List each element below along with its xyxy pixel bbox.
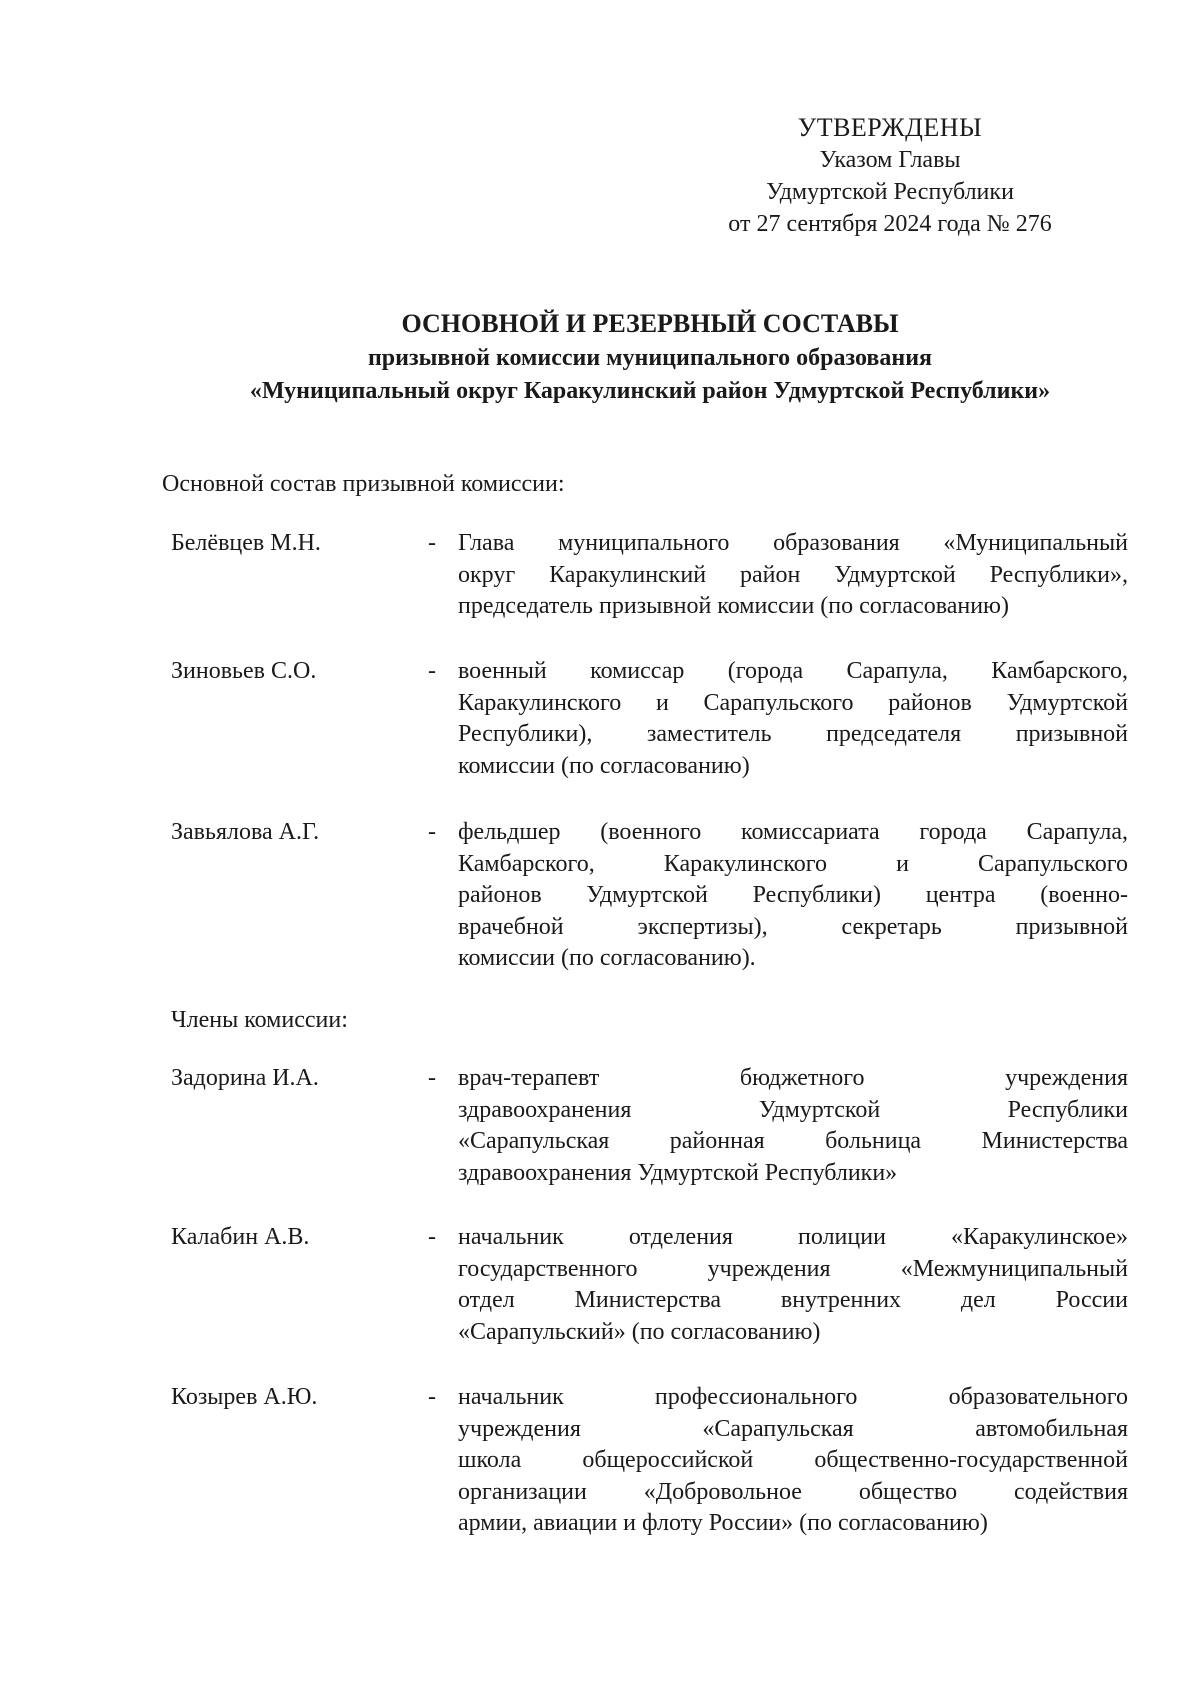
role-line: комиссии (по согласованию).	[458, 945, 756, 971]
member-dash: -	[428, 1224, 436, 1250]
approval-line-1: Указом Главы	[819, 147, 961, 173]
role-line: врачебной экспертизы), секретарь призывной	[458, 913, 1128, 940]
member-name: Белёвцев М.Н.	[171, 530, 321, 556]
role-line: здравоохранения Удмуртской Республики»	[458, 1159, 898, 1186]
approval-block	[680, 112, 1100, 240]
document-title	[100, 306, 1200, 408]
role-line: начальник профессионального образовательного	[458, 1384, 1128, 1410]
member-dash: -	[428, 1384, 436, 1410]
member-role	[458, 1222, 1128, 1348]
member-dash: -	[428, 658, 436, 684]
member-dash: -	[428, 530, 436, 556]
member-role	[458, 1063, 1128, 1189]
role-line: Республики), заместитель председателя призывной	[458, 721, 1128, 747]
title-line-1: ОСНОВНОЙ И РЕЗЕРВНЫЙ СОСТАВЫ	[401, 309, 899, 338]
title-line-3: «Муниципальный округ Каракулинский район Удмуртской Республики»	[249, 378, 1051, 404]
role-line: председатель призывной комиссии (по согласованию)	[458, 593, 1009, 619]
role-line: Глава муниципального образования «Муниципальный	[458, 530, 1128, 556]
member-role	[458, 817, 1128, 975]
approval-line-3: от 27 сентября 2024 года № 276	[728, 211, 1052, 237]
approval-line-2: Удмуртской Республики	[766, 179, 1014, 205]
role-line: начальник отделения полиции «Каракулинское»	[458, 1224, 1128, 1250]
member-name: Завьялова А.Г.	[171, 819, 320, 845]
role-line: отдел Министерства внутренних дел России	[458, 1287, 1128, 1313]
approval-heading: УТВЕРЖДЕНЫ	[797, 113, 983, 142]
members-section-label: Члены комиссии:	[171, 1007, 348, 1033]
role-line: учреждения «Сарапульская автомобильная	[458, 1415, 1128, 1442]
member-name: Козырев А.Ю.	[171, 1384, 318, 1410]
role-line: организации «Добровольное общество содействия	[458, 1478, 1128, 1505]
role-line: «Сарапульская районная больница Министерства	[458, 1128, 1128, 1154]
role-line: «Сарапульский» (по согласованию)	[458, 1318, 821, 1345]
role-line: государственного учреждения «Межмуниципальный	[458, 1255, 1128, 1282]
member-role	[458, 1382, 1128, 1540]
title-line-2: призывной комиссии муниципального образования	[367, 345, 933, 371]
member-dash: -	[428, 1065, 436, 1091]
role-line: врач-терапевт бюджетного учреждения	[458, 1065, 1128, 1091]
role-line: округ Каракулинский район Удмуртской Республики»,	[458, 561, 1128, 588]
role-line: районов Удмуртской Республики) центра (военно-	[458, 882, 1128, 908]
role-line: Камбарского, Каракулинского и Сарапульского	[458, 850, 1128, 877]
role-line: комиссии (по согласованию)	[458, 752, 750, 779]
role-line: здравоохранения Удмуртской Республики	[458, 1096, 1128, 1123]
member-name: Зиновьев С.О.	[171, 658, 317, 684]
role-line: фельдшер (военного комиссариата города Сарапула,	[458, 819, 1128, 845]
member-name: Задорина И.А.	[171, 1065, 319, 1091]
role-line: школа общероссийской общественно-государственной	[458, 1447, 1128, 1473]
role-line: военный комиссар (города Сарапула, Камбарского,	[458, 658, 1128, 684]
member-name: Калабин А.В.	[171, 1224, 310, 1250]
member-role	[458, 528, 1128, 623]
role-line: армии, авиации и флоту России» (по согласованию)	[458, 1510, 988, 1536]
member-role	[458, 656, 1128, 782]
role-line: Каракулинского и Сарапульского районов Удмуртской	[458, 689, 1128, 716]
main-section-label: Основной состав призывной комиссии:	[162, 471, 565, 497]
member-dash: -	[428, 819, 436, 845]
